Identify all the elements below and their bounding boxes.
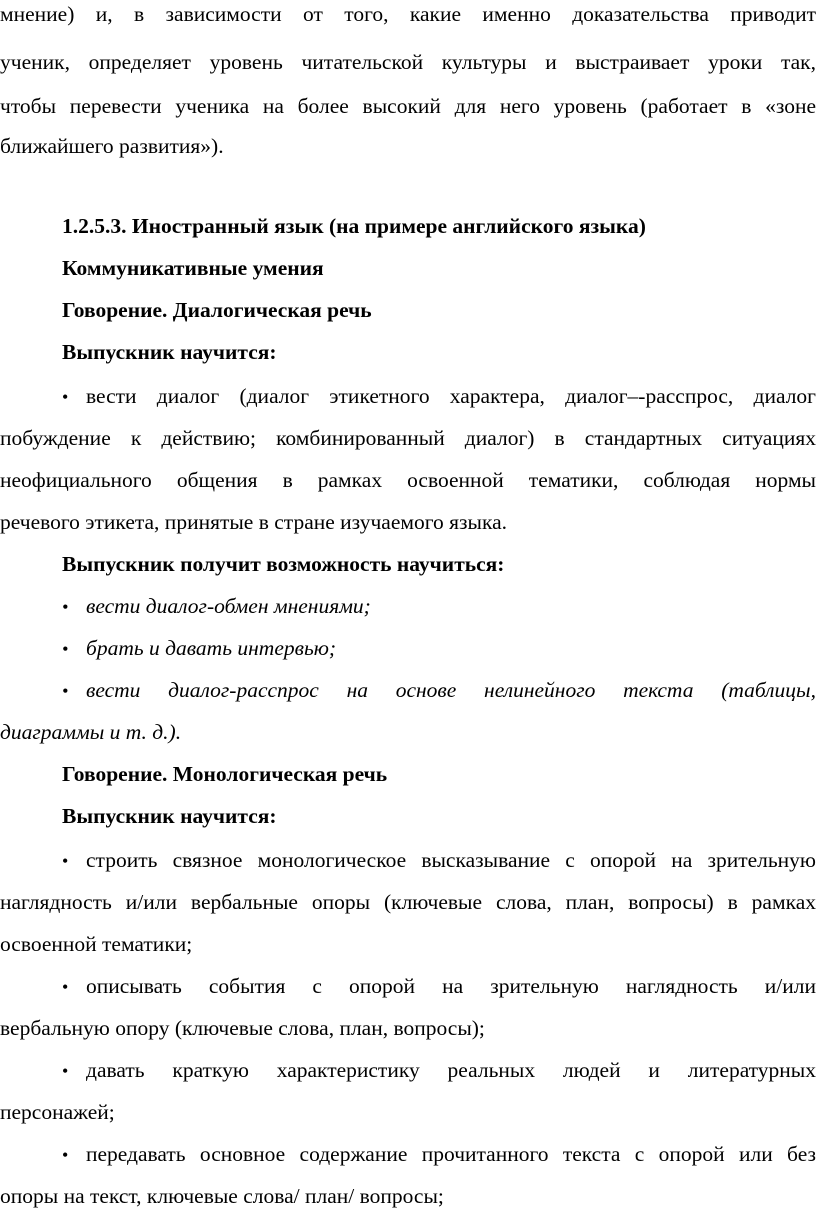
list-item-text: брать и давать интервью; (86, 636, 337, 660)
paragraph-line: мнение) и, в зависимости от того, какие именно доказательства приводит (0, 2, 816, 26)
list-item-text: строить связное монологическое высказывание с опорой на зрительную (86, 848, 816, 872)
list-item-text: давать краткую характеристику реальных людей и литературных (86, 1058, 816, 1082)
paragraph-line: чтобы перевести ученика на более высокий для него уровень (работает в «зоне (0, 94, 816, 118)
list-item (62, 838, 816, 883)
paragraph-line: речевого этикета, принятые в стране изучаемого языка. (0, 510, 507, 534)
bullet-icon: • (62, 1145, 69, 1165)
paragraph-line: наглядность и/или вербальные опоры (ключевые слова, план, вопросы) в рамках (0, 890, 816, 914)
list-item (62, 584, 816, 629)
paragraph-line: персонажей; (0, 1100, 115, 1124)
subsection-heading: Говорение. Диалогическая речь (62, 298, 372, 322)
paragraph-line: побуждение к действию; комбинированный диалог) в стандартных ситуациях (0, 426, 816, 450)
list-item-text: вести диалог (диалог этикетного характера, диалог–-расспрос, диалог (86, 384, 816, 408)
bullet-icon: • (62, 597, 69, 617)
list-item-text: описывать события с опорой на зрительную наглядность и/или (86, 974, 816, 998)
paragraph-line: вербальную опору (ключевые слова, план, вопросы); (0, 1016, 485, 1040)
list-item-text: вести диалог-обмен мнениями; (86, 594, 371, 618)
list-item-text: вести диалог-расспрос на основе нелинейного текста (таблицы, (86, 678, 816, 702)
bullet-icon: • (62, 387, 69, 407)
list-item (62, 668, 816, 713)
subsection-heading: Выпускник научится: (62, 804, 277, 828)
bullet-icon: • (62, 851, 69, 871)
list-item (62, 1048, 816, 1093)
paragraph-line: освоенной тематики; (0, 932, 193, 956)
list-item (62, 964, 816, 1009)
paragraph-line: неофициального общения в рамках освоенной тематики, соблюдая нормы (0, 468, 816, 492)
bullet-icon: • (62, 639, 69, 659)
list-item (62, 1132, 816, 1177)
paragraph-line: диаграммы и т. д.). (0, 720, 182, 744)
subsection-heading: Говорение. Монологическая речь (62, 762, 388, 786)
subsection-heading: Коммуникативные умения (62, 256, 324, 280)
paragraph-line: ученик, определяет уровень читательской культуры и выстраивает уроки так, (0, 50, 816, 74)
bullet-icon: • (62, 977, 69, 997)
bullet-icon: • (62, 1061, 69, 1081)
section-heading: 1.2.5.3. Иностранный язык (на примере английского языка) (62, 214, 646, 238)
paragraph-line: ближайшего развития»). (0, 134, 224, 158)
subsection-heading: Выпускник научится: (62, 340, 277, 364)
bullet-icon: • (62, 681, 69, 701)
subsection-heading: Выпускник получит возможность научиться: (62, 552, 505, 576)
paragraph-line: опоры на текст, ключевые слова/ план/ вопросы; (0, 1184, 444, 1208)
list-item (62, 626, 816, 671)
list-item (62, 374, 816, 419)
list-item-text: передавать основное содержание прочитанного текста с опорой или без (86, 1142, 816, 1166)
